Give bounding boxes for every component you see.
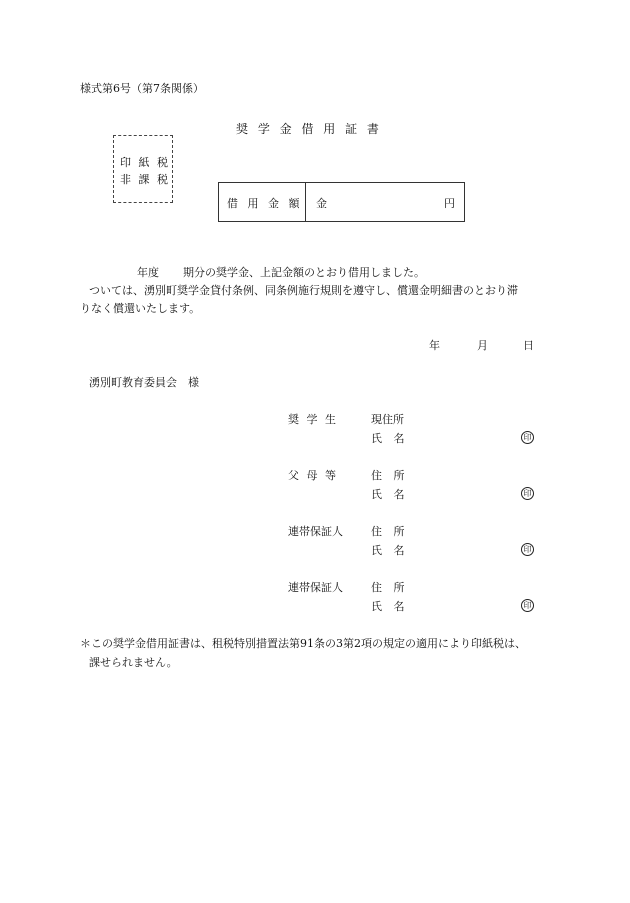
signatory-name-label: 氏 名 [371,432,409,445]
seal-icon: 印 [521,599,534,612]
body-line-3: りなく償還いたします。 [80,302,201,315]
signatory-address-label: 住 所 [371,581,409,594]
amount-divider [305,183,306,221]
seal-icon: 印 [521,487,534,500]
stamp-tax-box [113,135,173,203]
seal-icon: 印 [521,543,534,556]
date-month: 月 [477,339,488,352]
document-title: 奨 学 金 借 用 証 書 [236,122,382,136]
addressee: 湧別町教育委員会 様 [89,376,199,389]
body-year: 年度 [137,266,159,279]
amount-prefix: 金 [316,197,327,210]
signatory-role: 奨 学 生 [288,413,338,426]
signatory-name-label: 氏 名 [371,544,409,557]
date-day: 日 [523,339,534,352]
signatory-address-label: 住 所 [371,525,409,538]
amount-unit: 円 [444,197,455,210]
signatory-role: 連帯保証人 [288,525,343,538]
seal-icon: 印 [521,431,534,444]
signatory-role: 連帯保証人 [288,581,343,594]
date-year: 年 [429,339,440,352]
stamp-box-line-1: 印 紙 税 [120,156,170,169]
form-number: 様式第6号（第7条関係） [80,82,204,95]
signatory-name-label: 氏 名 [371,488,409,501]
signatory-address-label: 現住所 [371,413,404,426]
stamp-box-line-2: 非 課 税 [120,173,170,186]
amount-label: 借 用 金 額 [227,197,303,210]
note-line-1: ＊この奨学金借用証書は、租税特別措置法第91条の3第2項の規定の適用により印紙税は、 [80,637,526,650]
signatory-name-label: 氏 名 [371,600,409,613]
amount-box [218,182,465,222]
signatory-role: 父 母 等 [288,469,338,482]
note-line-2: 課せられません。 [89,656,178,669]
body-line-1: 期分の奨学金、上記金額のとおり借用しました。 [183,266,425,279]
signatory-address-label: 住 所 [371,469,409,482]
body-line-2: ついては、湧別町奨学金貸付条例、同条例施行規則を遵守し、償還金明細書のとおり滞 [89,284,518,297]
